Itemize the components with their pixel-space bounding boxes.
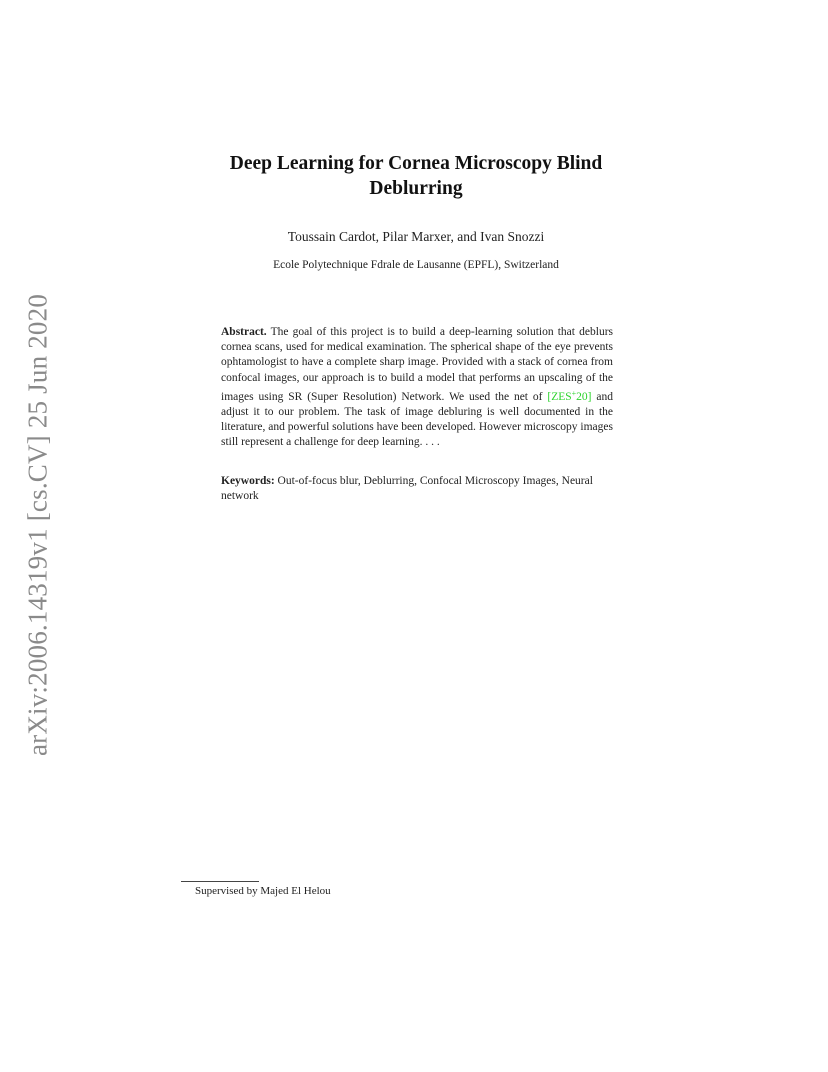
citation-superscript: + (571, 388, 577, 398)
keywords-text: Out-of-focus blur, Deblurring, Confocal Microscopy Images, Neural network (221, 475, 593, 503)
abstract-text-part-2: and adjust it to our problem. The task of image debluring is well documented in the literature, and powerful solutions have been developed. However microscopy images still represent a challenge for deep learning. . . . (221, 390, 613, 449)
title-line-2: Deblurring (369, 178, 463, 199)
affiliation: Ecole Polytechnique Fdrale de Lausanne (EPFL), Switzerland (273, 259, 559, 271)
title-line-1: Deep Learning for Cornea Microscopy Blind (229, 153, 603, 174)
abstract-text-part-1: The goal of this project is to build a deep-learning solution that deblurs cornea scans, used for medical examination. The spherical shape of the eye prevents ophtamologist to have a complete sharp image. Provided with a stack of cornea from confocal images, our approach is to build a model that performs an upscaling of the images using SR (Super Resolution) Network. We used the net of (221, 326, 613, 403)
paper-title (160, 151, 672, 201)
citation-key: ZES (551, 390, 572, 403)
author-list: Toussain Cardot, Pilar Marxer, and Ivan Snozzi (287, 229, 545, 244)
keywords (221, 474, 613, 504)
keywords-label: Keywords: (221, 475, 275, 487)
citation-link[interactable]: [ZES+20] (547, 388, 592, 403)
abstract-label: Abstract. (221, 326, 267, 338)
footnote-divider (181, 881, 259, 882)
abstract (221, 325, 613, 451)
arxiv-identifier: arXiv:2006.14319v1 [cs.CV] 25 Jun 2020 (22, 293, 53, 757)
citation-year: 20 (576, 390, 588, 403)
footnote: Supervised by Majed El Helou (195, 885, 331, 897)
